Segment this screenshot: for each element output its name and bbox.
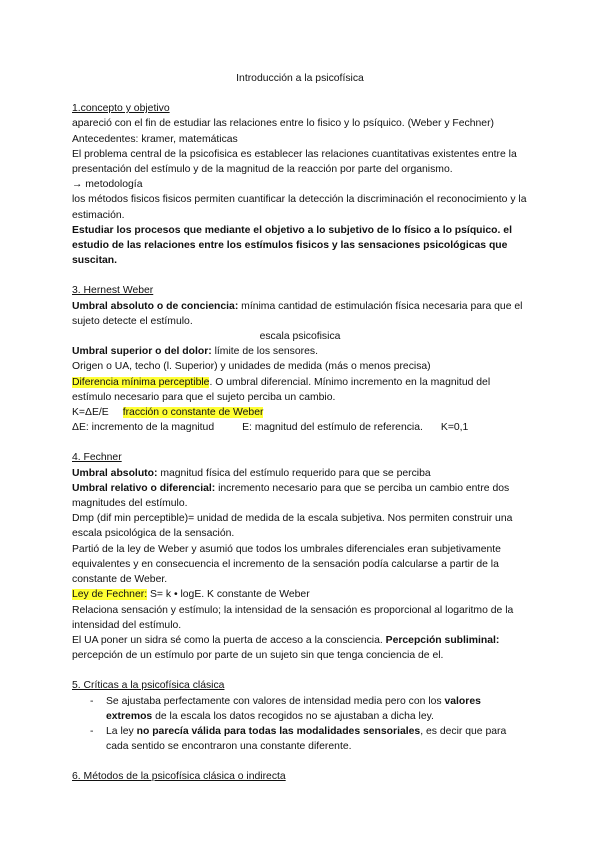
paragraph (72, 299, 528, 329)
centered-label: escala psicofisica (259, 331, 341, 343)
document-title: Introducción a la psicofísica (236, 73, 364, 84)
paragraph: Partió de la ley de Weber y asumió que todos los umbrales diferenciales eran subjetivamente equivalentes y en consecuencia el incremento de la sensación podía calcularse a partir de la constante de Weber. (72, 543, 501, 586)
bold-term: no parecía válida para todas las modalidades sensoriales (136, 725, 421, 737)
list-item (72, 724, 528, 754)
paragraph (72, 375, 528, 405)
text: S= k • logE. K constante de Weber (147, 589, 310, 601)
list-item (72, 694, 528, 724)
bold-term: Umbral relativo o diferencial: (72, 482, 216, 494)
paragraph (72, 633, 528, 663)
paragraph: los métodos fisicos fisicos permiten cuantificar la detección la discriminación el reconocimiento y la estimación. (72, 194, 527, 221)
paragraph: Antecedentes: kramer, matemáticas (72, 133, 238, 145)
bold-text: Estudiar los procesos que mediante el objetivo a lo subjetivo de lo físico a lo psíquico. el estudio de las relaciones entre los estímulos fisicos y las sensaciones psicológicas que suscitan. (72, 224, 512, 267)
section-weber (72, 283, 528, 435)
section-fechner (72, 450, 528, 663)
section-heading: 5. Críticas a la psicofísica clásica (72, 680, 225, 692)
text: magnitud física del estímulo requerido para que se perciba (157, 467, 431, 479)
text: mínima cantidad de estimulación física necesaria para que el sujeto detecte el estímulo. (72, 300, 523, 327)
section-concepto (72, 101, 528, 268)
text: Se ajustaba perfectamente con valores de intensidad media pero con los (106, 695, 445, 707)
text: . O umbral diferencial. Mínimo incremento en la magnitud del estímulo necesario para que el sujeto perciba un cambio. (72, 376, 491, 403)
bold-term: Percepción subliminal: (385, 634, 500, 646)
paragraph: Relaciona sensación y estímulo; la intensidad de la sensación es proporcional al logaritmo de la intensidad del estímulo. (72, 604, 514, 631)
bullet-list (72, 694, 528, 755)
text: de la escala los datos recogidos no se ajustaban a dicha ley. (152, 710, 434, 722)
text: percepción de un estímulo por parte de un sujeto sin que tenga conciencia de el. (72, 650, 444, 662)
text: ΔE: incremento de la magnitud (72, 422, 215, 434)
bold-paragraph (72, 223, 528, 269)
section-heading: 6. Métodos de la psicofísica clásica o indirecta (72, 771, 286, 783)
paragraph: Origen o UA, techo (l. Superior) y unidades de medida (más o menos precisa) (72, 361, 431, 373)
section-criticas (72, 678, 528, 754)
paragraph: → metodología (72, 179, 143, 191)
text: incremento necesario para que se perciba un cambio entre dos magnitudes del estímulo. (72, 482, 510, 510)
formula-line (72, 405, 528, 420)
highlighted-term: Ley de Fechner: (72, 589, 148, 601)
paragraph (72, 481, 528, 511)
section-heading: 4. Fechner (72, 452, 122, 464)
paragraph (72, 587, 528, 602)
paragraph (72, 466, 528, 481)
highlighted-term: Diferencia mínima perceptible (72, 376, 210, 388)
bold-term: Umbral absoluto o de conciencia: (72, 300, 239, 312)
document-body (72, 71, 528, 785)
bold-term: Umbral superior o del dolor: (72, 346, 212, 358)
text: E: magnitud del estímulo de referencia. (242, 422, 423, 434)
text: K=0,1 (440, 422, 469, 434)
section-heading: 1.concepto y objetivo (72, 103, 170, 115)
text: límite de los sensores. (211, 346, 318, 358)
section-metodos (72, 769, 528, 784)
paragraph: Dmp (dif min perceptible)= unidad de medida de la escala subjetiva. Nos permiten construir una escala psicológica de la sensación. (72, 513, 513, 540)
bold-term: valores extremos (106, 695, 481, 722)
paragraph: El problema central de la psicofisica es establecer las relaciones cuantitativas existentes entre la presentación del estímulo y de la magnitud de la reacción por parte del organismo. (72, 148, 517, 176)
text: , es decir que para cada sentido se encontraron una constante diferente. (106, 725, 507, 753)
highlighted-term: fracción o constante de Weber (122, 407, 264, 419)
definitions-line (72, 420, 528, 435)
bold-term: Umbral absoluto: (72, 467, 158, 479)
paragraph: apareció con el fin de estudiar las relaciones entre lo fisico y lo psíquico. (Weber y Fechner) (72, 118, 494, 130)
formula: K=ΔE/E (72, 407, 109, 419)
paragraph (72, 344, 528, 359)
text: La ley (106, 725, 137, 737)
section-heading: 3. Hernest Weber (72, 285, 154, 297)
text: El UA poner un sidra sé como la puerta de acceso a la consciencia. (72, 634, 386, 646)
